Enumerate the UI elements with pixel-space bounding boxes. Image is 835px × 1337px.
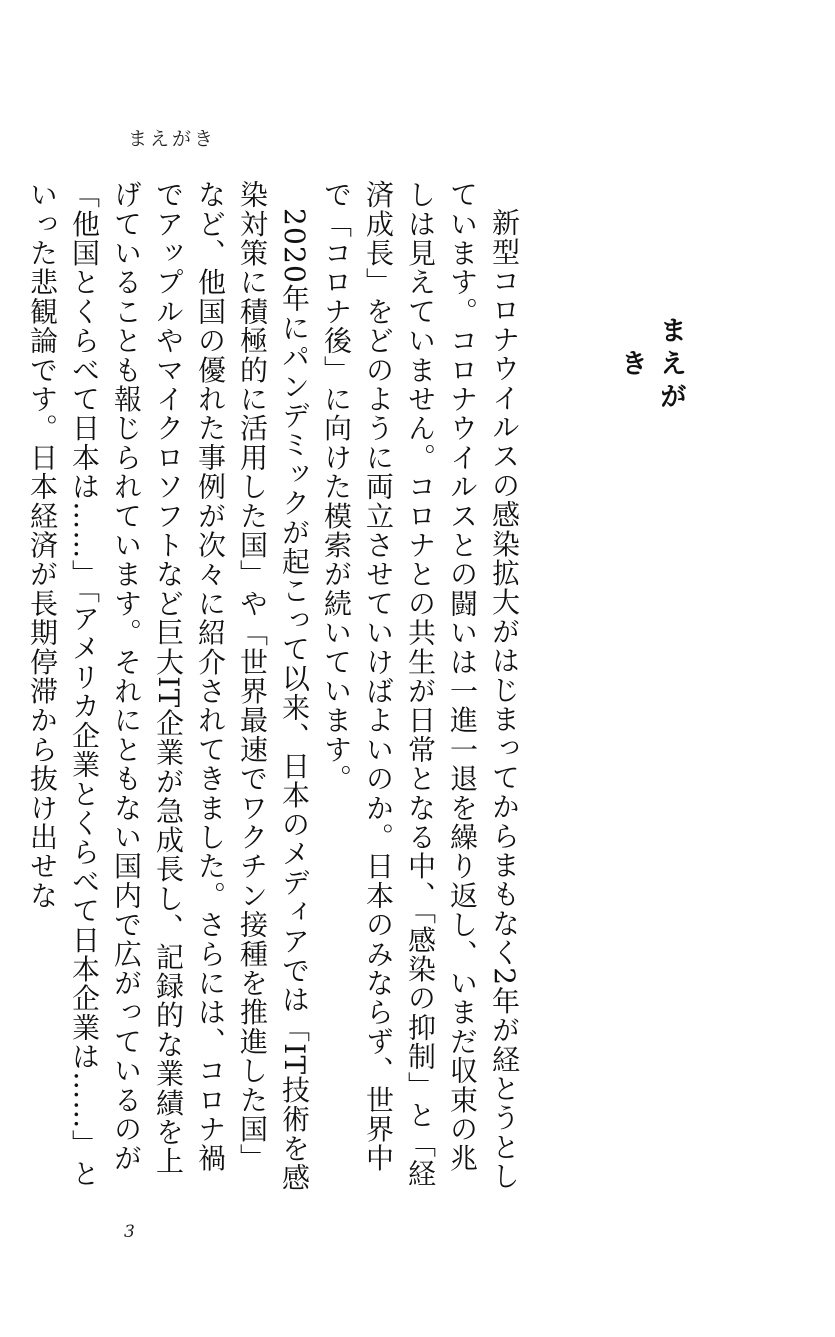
page-number: 3 bbox=[124, 1222, 135, 1242]
running-head: まえがき bbox=[128, 128, 217, 150]
body-text bbox=[26, 180, 525, 1200]
paragraph-2: 2020年にパンデミックが起こって以来、日本のメディアでは「IT技術を感染対策に積極的に活用した国」や「世界最速でワクチン接種を推進した国」など、他国の優れた事例が次々に紹介されてきました。さらには、コロナ禍でアップルやマイクロソフトなど巨大IT企業が急成長し、記録的な業績を上げていることも報じられています。それにともない国内で広がっているのが「他国とくらべて日本は……」「アメリカ企業とくらべて日本企業は……」といった悲観論です。日本経済が長期停滞から抜け出せな bbox=[26, 180, 311, 1193]
paragraph-1: 新型コロナウイルスの感染拡大がはじまってからまもなく2年が経とうとしています。コロナウイルスとの闘いは一進一退を繰り返し、いまだ収束の兆しは見えていません。コロナとの共生が日常となる中、「感染の抑制」と「経済成長」をどのように両立させていけばよいのか。日本のみならず、世界中で「コロナ後」に向けた模索が続いています。 bbox=[320, 180, 521, 1191]
chapter-title: まえがき bbox=[616, 315, 686, 415]
